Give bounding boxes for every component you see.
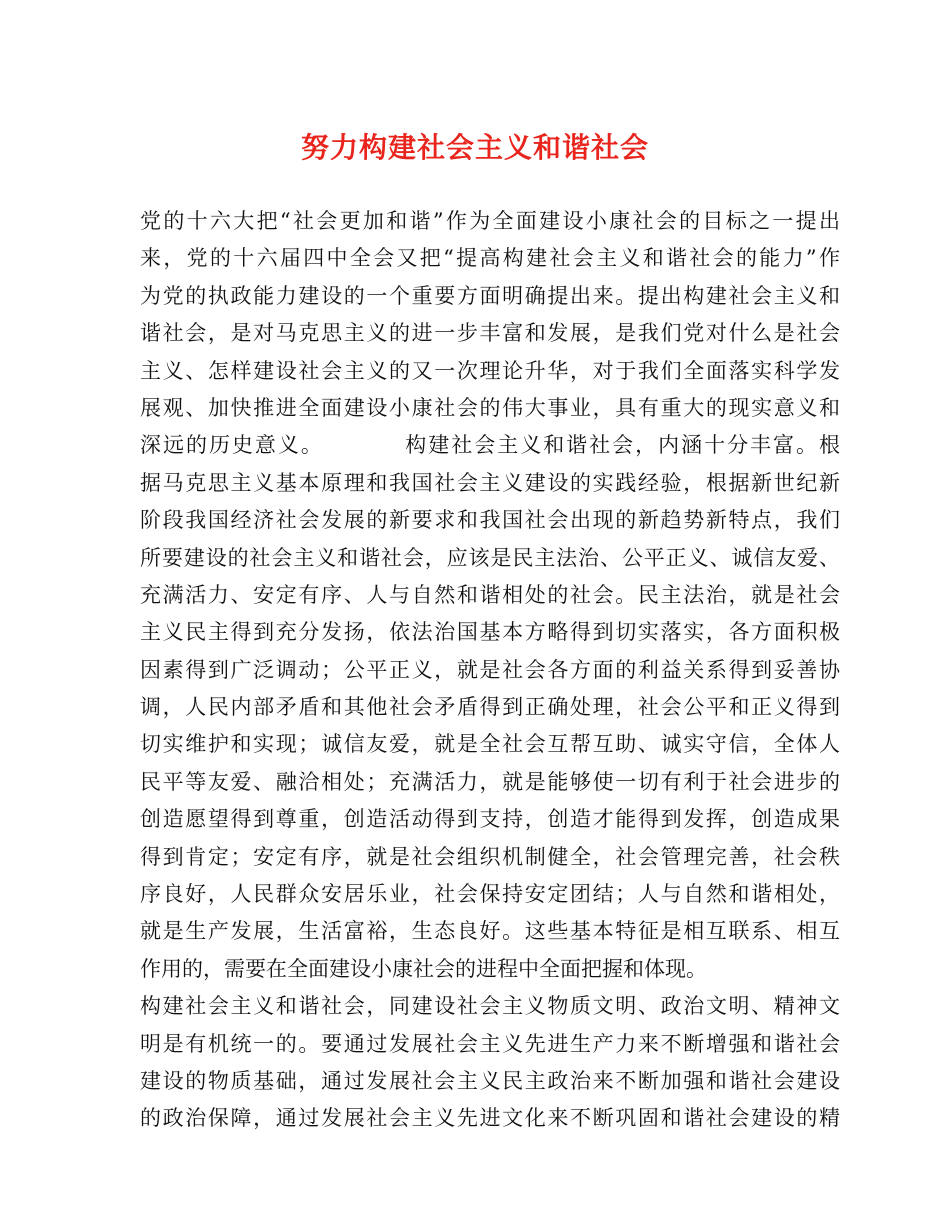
text-line: 构建社会主义和谐社会，同建设社会主义物质文明、政治文明、精神文 bbox=[140, 994, 840, 1019]
text-line: 阶段我国经济社会发展的新要求和我国社会出现的新趋势新特点，我们 bbox=[140, 508, 840, 533]
text-line: 充满活力、安定有序、人与自然和谐相处的社会。民主法治，就是社会 bbox=[140, 582, 840, 607]
text-line: 序良好，人民群众安居乐业，社会保持安定团结；人与自然和谐相处， bbox=[140, 882, 840, 907]
text-line: 作用的，需要在全面建设小康社会的进程中全面把握和体现。 bbox=[140, 956, 707, 981]
text-line: 深远的历史意义。 构建社会主义和谐社会，内涵十分丰富。根 bbox=[140, 433, 840, 458]
text-line: 因素得到广泛调动；公平正义，就是社会各方面的利益关系得到妥善协 bbox=[140, 657, 840, 682]
text-line: 建设的物质基础，通过发展社会主义民主政治来不断加强和谐社会建设 bbox=[140, 1068, 840, 1093]
text-line: 主义民主得到充分发扬，依法治国基本方略得到切实落实，各方面积极 bbox=[140, 620, 840, 645]
text-line: 就是生产发展，生活富裕，生态良好。这些基本特征是相互联系、相互 bbox=[140, 919, 840, 944]
text-line: 谐社会，是对马克思主义的进一步丰富和发展，是我们党对什么是社会 bbox=[140, 321, 840, 346]
text-line: 党的十六大把“社会更加和谐”作为全面建设小康社会的目标之一提出 bbox=[140, 209, 840, 233]
text-line: 创造愿望得到尊重，创造活动得到支持，创造才能得到发挥，创造成果 bbox=[140, 807, 840, 832]
document-title: 努力构建社会主义和谐社会 bbox=[300, 131, 649, 164]
text-line: 展观、加快推进全面建设小康社会的伟大事业，具有重大的现实意义和 bbox=[140, 395, 840, 420]
text-line: 的政治保障，通过发展社会主义先进文化来不断巩固和谐社会建设的精 bbox=[140, 1106, 840, 1131]
text-line: 据马克思主义基本原理和我国社会主义建设的实践经验，根据新世纪新 bbox=[140, 470, 840, 495]
text-line: 为党的执政能力建设的一个重要方面明确提出来。提出构建社会主义和 bbox=[140, 283, 840, 308]
text-line: 明是有机统一的。要通过发展社会主义先进生产力来不断增强和谐社会 bbox=[140, 1031, 840, 1056]
text-line: 切实维护和实现；诚信友爱，就是全社会互帮互助、诚实守信，全体人 bbox=[140, 732, 840, 757]
text-line: 主义、怎样建设社会主义的又一次理论升华，对于我们全面落实科学发 bbox=[140, 358, 840, 383]
text-line: 来，党的十六届四中全会又把“提高构建社会主义和谐社会的能力”作 bbox=[140, 246, 840, 271]
text-line: 调，人民内部矛盾和其他社会矛盾得到正确处理，社会公平和正义得到 bbox=[140, 695, 840, 720]
text-line: 得到肯定；安定有序，就是社会组织机制健全，社会管理完善，社会秩 bbox=[140, 844, 840, 869]
text-line: 所要建设的社会主义和谐社会，应该是民主法治、公平正义、诚信友爱、 bbox=[140, 545, 840, 570]
text-line: 民平等友爱、融洽相处；充满活力，就是能够使一切有利于社会进步的 bbox=[140, 769, 840, 794]
document-body bbox=[140, 203, 840, 1138]
